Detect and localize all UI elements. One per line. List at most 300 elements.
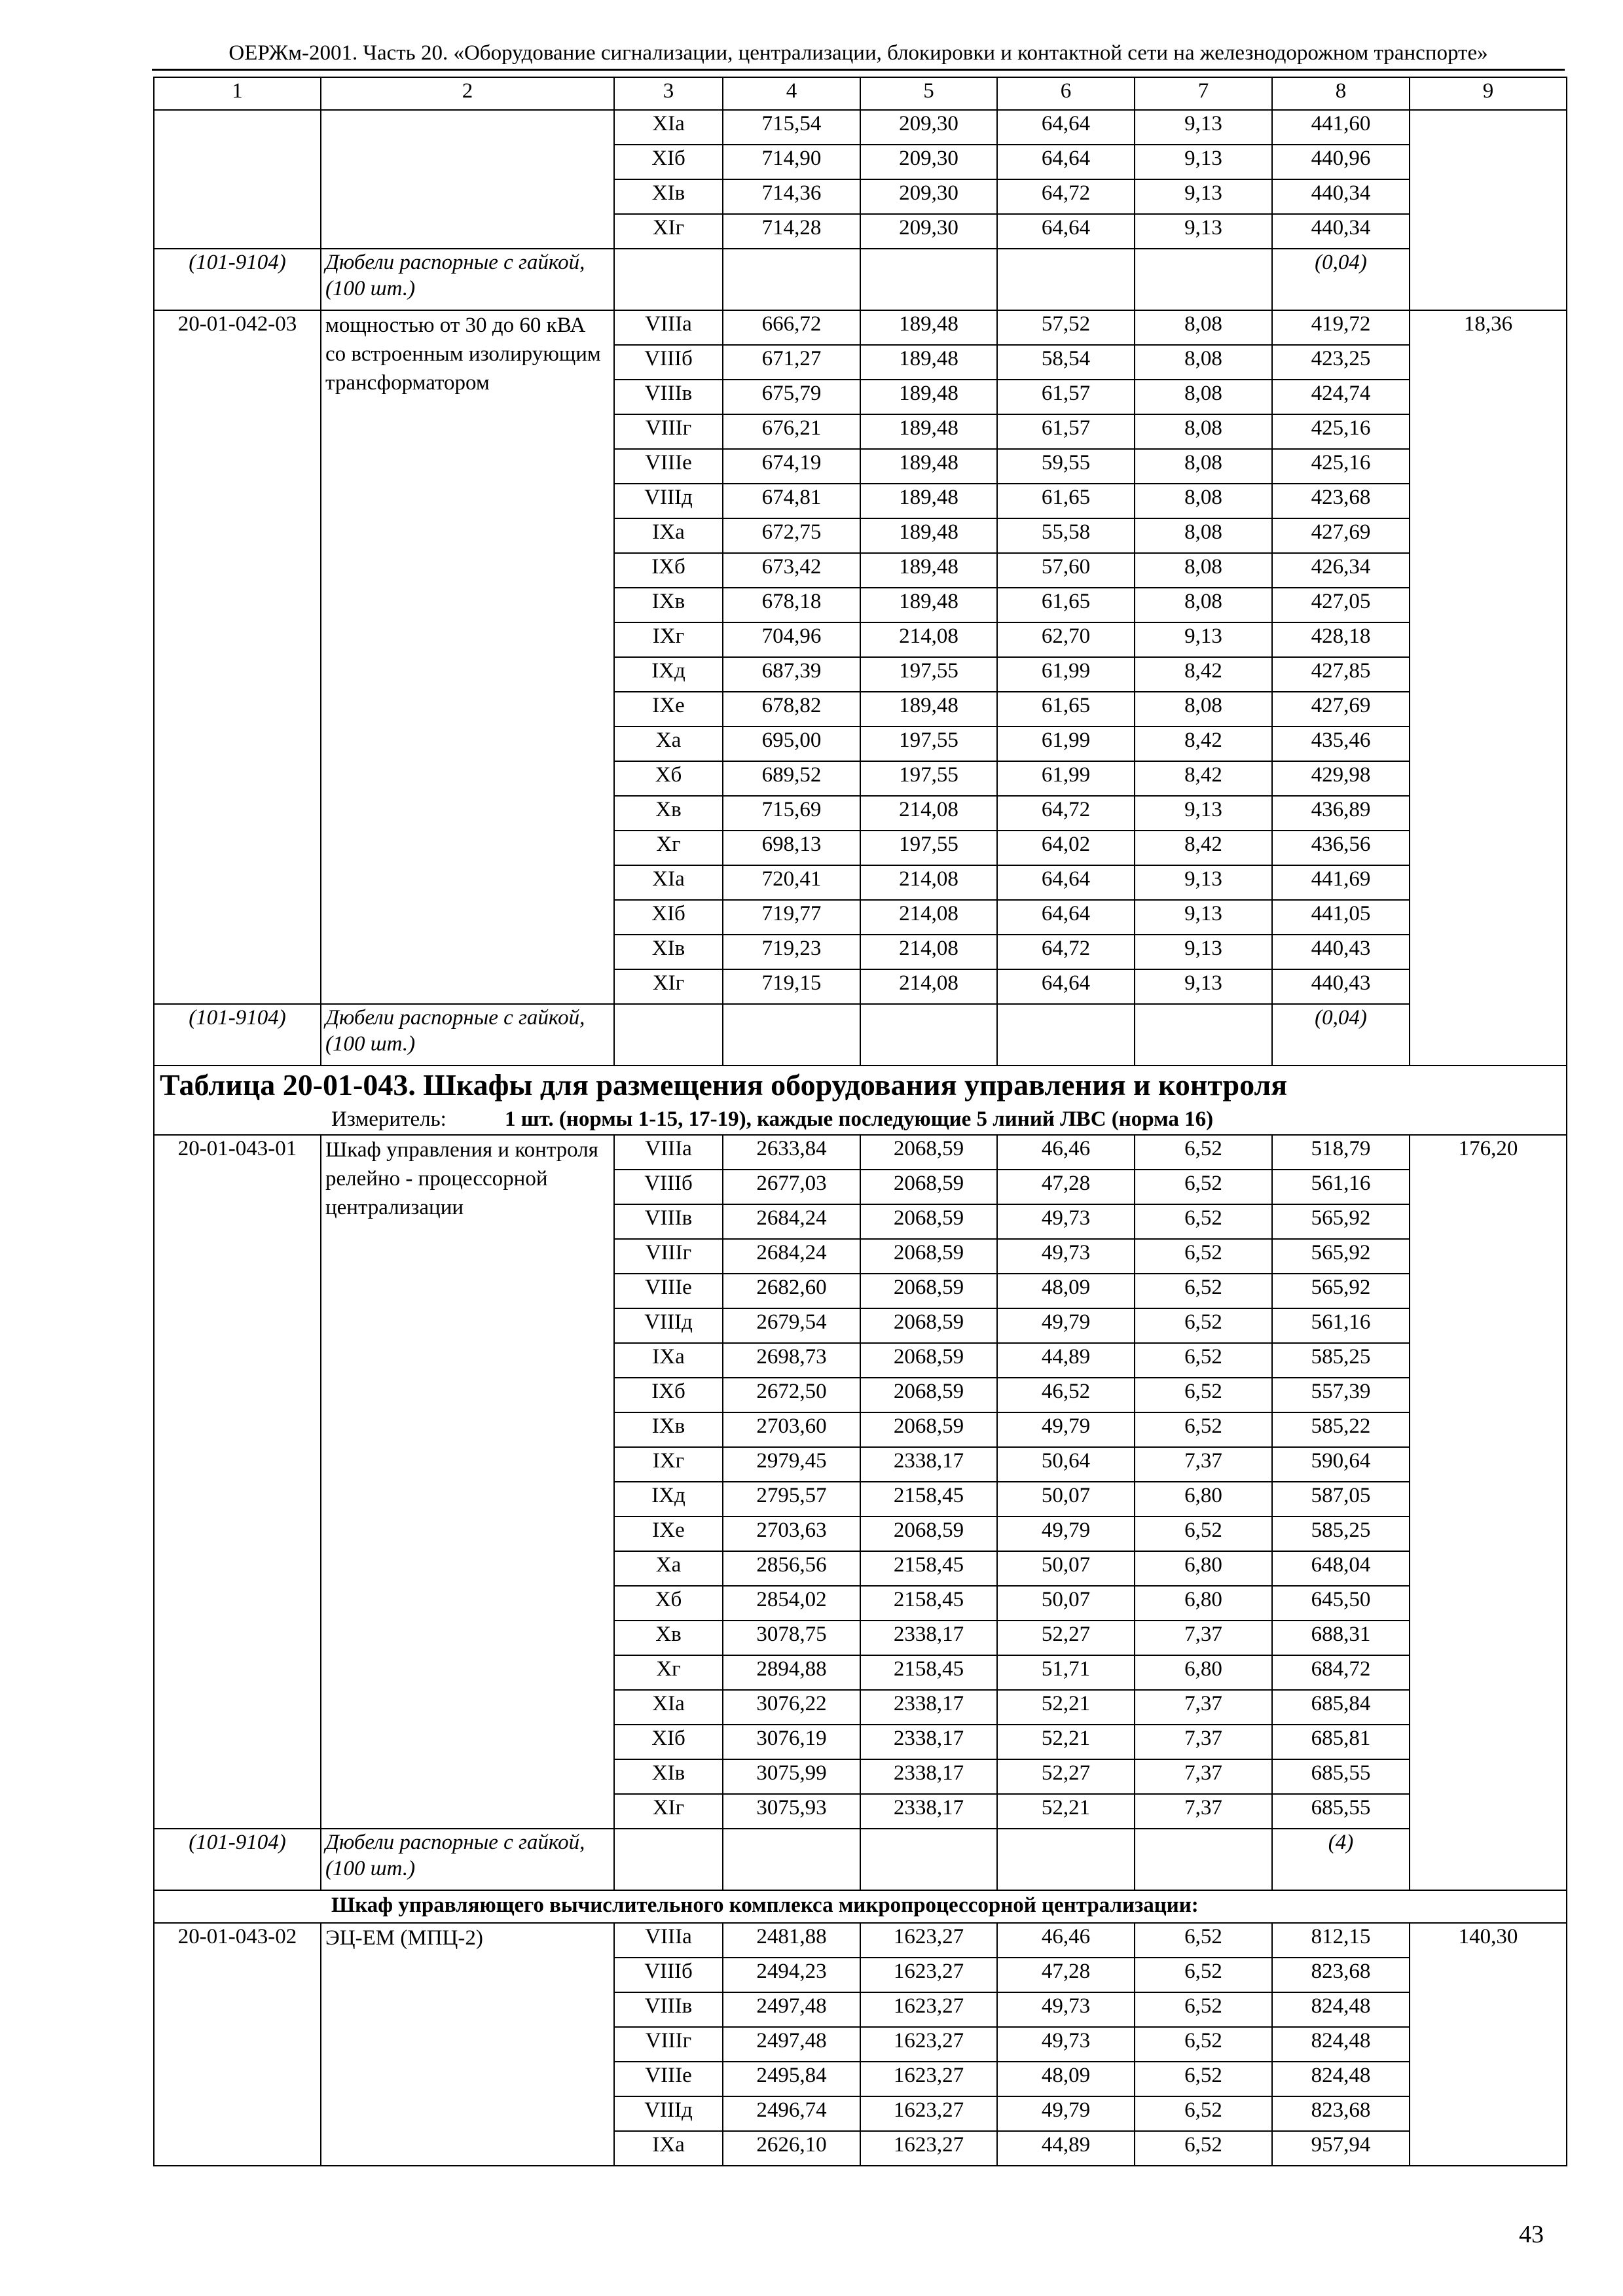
value-cell: 565,92 <box>1272 1204 1410 1239</box>
value-cell: 8,42 <box>1135 831 1272 865</box>
value-cell: 2626,10 <box>723 2131 860 2166</box>
value-cell: 2338,17 <box>860 1725 997 1759</box>
zone-cell: Xа <box>614 1551 723 1586</box>
value-cell: 2338,17 <box>860 1794 997 1829</box>
value-cell: 428,18 <box>1272 622 1410 657</box>
value-cell: 685,55 <box>1272 1759 1410 1794</box>
value-cell: 2338,17 <box>860 1759 997 1794</box>
value-cell: 6,80 <box>1135 1655 1272 1690</box>
zone-cell: VIIIе <box>614 449 723 484</box>
measure-value: 1 шт. (нормы 1-15, 17-19), каждые последующие 5 линий ЛВС (норма 16) <box>505 1107 1214 1131</box>
value-cell: 6,52 <box>1135 2027 1272 2062</box>
value-cell: 8,08 <box>1135 414 1272 449</box>
value-cell: 49,79 <box>997 1308 1135 1343</box>
zone-cell: XIв <box>614 935 723 969</box>
value-cell: 429,98 <box>1272 761 1410 796</box>
zone-cell: IXв <box>614 1412 723 1447</box>
value-cell: 441,05 <box>1272 900 1410 935</box>
empty-cell <box>997 249 1135 310</box>
dowel-code: (101-9104) <box>154 249 321 310</box>
empty-cell <box>1135 1829 1272 1890</box>
value-cell: 46,46 <box>997 1923 1135 1958</box>
value-cell: 8,08 <box>1135 518 1272 553</box>
value-cell: 6,52 <box>1135 1343 1272 1378</box>
value-cell: 441,60 <box>1272 110 1410 145</box>
resource-row <box>154 1135 1567 1170</box>
zone-cell: IXа <box>614 518 723 553</box>
value-cell: 674,81 <box>723 484 860 518</box>
column-number: 7 <box>1135 77 1272 110</box>
value-cell: 2068,59 <box>860 1308 997 1343</box>
zone-cell: VIIIе <box>614 1274 723 1308</box>
zone-cell: VIIIб <box>614 1170 723 1204</box>
value-cell: 189,48 <box>860 484 997 518</box>
value-cell: 64,72 <box>997 935 1135 969</box>
value-cell: 425,16 <box>1272 414 1410 449</box>
value-cell: 209,30 <box>860 214 997 249</box>
value-cell: 209,30 <box>860 179 997 214</box>
value-cell: 8,42 <box>1135 657 1272 692</box>
value-cell: 6,52 <box>1135 1274 1272 1308</box>
value-cell: 674,19 <box>723 449 860 484</box>
dowel-value: (4) <box>1272 1829 1410 1890</box>
value-cell: 47,28 <box>997 1170 1135 1204</box>
value-cell: 440,96 <box>1272 145 1410 179</box>
value-cell: 715,69 <box>723 796 860 831</box>
value-cell: 61,99 <box>997 657 1135 692</box>
subheading-row <box>154 1890 1567 1923</box>
value-cell: 8,08 <box>1135 345 1272 380</box>
value-cell: 824,48 <box>1272 2062 1410 2096</box>
code-cell <box>154 110 321 249</box>
resource-row <box>154 110 1567 145</box>
zone-cell: IXв <box>614 588 723 622</box>
value-cell: 3078,75 <box>723 1621 860 1655</box>
zone-cell: VIIIв <box>614 1992 723 2027</box>
norms-table <box>153 77 1567 2166</box>
value-cell: 689,52 <box>723 761 860 796</box>
value-cell: 9,13 <box>1135 969 1272 1004</box>
value-cell: 715,54 <box>723 110 860 145</box>
value-cell: 585,25 <box>1272 1516 1410 1551</box>
value-cell: 48,09 <box>997 1274 1135 1308</box>
value-cell: 9,13 <box>1135 796 1272 831</box>
value-cell: 52,21 <box>997 1794 1135 1829</box>
empty-cell <box>614 1004 723 1066</box>
value-cell: 6,52 <box>1135 1170 1272 1204</box>
value-cell: 720,41 <box>723 865 860 900</box>
value-cell: 2068,59 <box>860 1239 997 1274</box>
value-cell: 6,52 <box>1135 2131 1272 2166</box>
value-cell: 2158,45 <box>860 1586 997 1621</box>
value-cell: 518,79 <box>1272 1135 1410 1170</box>
value-cell: 9,13 <box>1135 179 1272 214</box>
value-cell: 1623,27 <box>860 2131 997 2166</box>
zone-cell: VIIIг <box>614 1239 723 1274</box>
value-cell: 6,52 <box>1135 1923 1272 1958</box>
value-cell: 2894,88 <box>723 1655 860 1690</box>
page-number: 43 <box>1519 2221 1544 2248</box>
value-cell: 7,37 <box>1135 1447 1272 1482</box>
empty-cell <box>997 1829 1135 1890</box>
value-cell: 62,70 <box>997 622 1135 657</box>
value-cell: 1623,27 <box>860 1923 997 1958</box>
value-cell: 671,27 <box>723 345 860 380</box>
value-cell: 684,72 <box>1272 1655 1410 1690</box>
value-cell: 64,64 <box>997 969 1135 1004</box>
code-cell: 20-01-043-01 <box>154 1135 321 1829</box>
value-cell: 812,15 <box>1272 1923 1410 1958</box>
value-cell: 50,64 <box>997 1447 1135 1482</box>
value-cell: 209,30 <box>860 145 997 179</box>
value-cell: 824,48 <box>1272 2027 1410 2062</box>
empty-cell <box>1135 1004 1272 1066</box>
value-cell: 2068,59 <box>860 1412 997 1447</box>
value-cell: 52,27 <box>997 1621 1135 1655</box>
value-cell: 189,48 <box>860 518 997 553</box>
value-cell: 695,00 <box>723 726 860 761</box>
zone-cell: Xг <box>614 1655 723 1690</box>
value-cell: 6,52 <box>1135 1204 1272 1239</box>
value-cell: 2698,73 <box>723 1343 860 1378</box>
value-cell: 49,79 <box>997 2096 1135 2131</box>
value-cell: 61,99 <box>997 761 1135 796</box>
value-cell: 2068,59 <box>860 1204 997 1239</box>
value-cell: 46,46 <box>997 1135 1135 1170</box>
value-cell: 6,52 <box>1135 1516 1272 1551</box>
table-title: Таблица 20-01-043. Шкафы для размещения оборудования управления и контроля <box>154 1066 1567 1105</box>
value-cell: 440,43 <box>1272 935 1410 969</box>
value-cell: 666,72 <box>723 310 860 345</box>
zone-cell: IXд <box>614 657 723 692</box>
value-cell: 49,79 <box>997 1516 1135 1551</box>
zone-cell: VIIIд <box>614 1308 723 1343</box>
running-header: ОЕРЖм-2001. Часть 20. «Оборудование сигнализации, централизации, блокировки и контактной сети на железнодорожном транспорте» <box>152 39 1565 71</box>
value-cell: 3076,19 <box>723 1725 860 1759</box>
value-cell: 3075,93 <box>723 1794 860 1829</box>
value-cell: 2158,45 <box>860 1551 997 1586</box>
value-cell: 2494,23 <box>723 1958 860 1992</box>
value-cell: 673,42 <box>723 553 860 588</box>
value-cell: 6,52 <box>1135 1412 1272 1447</box>
description-cell: ЭЦ-ЕМ (МПЦ-2) <box>321 1923 614 2166</box>
value-cell: 52,27 <box>997 1759 1135 1794</box>
value-cell: 2684,24 <box>723 1239 860 1274</box>
zone-cell: XIб <box>614 1725 723 1759</box>
value-cell: 427,85 <box>1272 657 1410 692</box>
value-cell: 48,09 <box>997 2062 1135 2096</box>
value-cell: 197,55 <box>860 726 997 761</box>
value-cell: 9,13 <box>1135 865 1272 900</box>
value-cell: 2633,84 <box>723 1135 860 1170</box>
value-cell: 7,37 <box>1135 1621 1272 1655</box>
zone-cell: IXа <box>614 1343 723 1378</box>
value-cell: 6,52 <box>1135 2096 1272 2131</box>
dowel-code: (101-9104) <box>154 1829 321 1890</box>
value-cell: 64,72 <box>997 796 1135 831</box>
zone-cell: IXб <box>614 1378 723 1412</box>
value-cell: 672,75 <box>723 518 860 553</box>
empty-cell <box>1135 249 1272 310</box>
value-cell: 675,79 <box>723 380 860 414</box>
value-cell: 2068,59 <box>860 1274 997 1308</box>
value-cell: 189,48 <box>860 414 997 449</box>
empty-cell <box>860 1829 997 1890</box>
description-cell: мощностью от 30 до 60 кВА со встроенным изолирующим трансформатором <box>321 310 614 1004</box>
value-cell: 2068,59 <box>860 1135 997 1170</box>
dowel-row <box>154 1829 1567 1890</box>
value-cell: 51,71 <box>997 1655 1135 1690</box>
dowel-description: Дюбели распорные с гайкой, (100 шт.) <box>321 249 614 310</box>
zone-cell: VIIIб <box>614 1958 723 1992</box>
value-cell: 61,57 <box>997 414 1135 449</box>
zone-cell: XIг <box>614 214 723 249</box>
value-cell: 427,05 <box>1272 588 1410 622</box>
value-cell: 8,08 <box>1135 484 1272 518</box>
value-cell: 189,48 <box>860 449 997 484</box>
empty-cell <box>614 1829 723 1890</box>
value-cell: 8,42 <box>1135 726 1272 761</box>
value-cell: 2338,17 <box>860 1690 997 1725</box>
dowel-value: (0,04) <box>1272 1004 1410 1066</box>
description-cell: Шкаф управления и контроля релейно - процессорной централизации <box>321 1135 614 1829</box>
value-cell: 6,52 <box>1135 1378 1272 1412</box>
zone-cell: XIа <box>614 110 723 145</box>
dowel-description: Дюбели распорные с гайкой, (100 шт.) <box>321 1004 614 1066</box>
zone-cell: Xв <box>614 796 723 831</box>
value-cell: 6,52 <box>1135 1135 1272 1170</box>
zone-cell: XIа <box>614 865 723 900</box>
value-cell: 561,16 <box>1272 1170 1410 1204</box>
value-cell: 2496,74 <box>723 2096 860 2131</box>
value-cell: 565,92 <box>1272 1274 1410 1308</box>
zone-cell: XIб <box>614 900 723 935</box>
value-cell: 1623,27 <box>860 1992 997 2027</box>
value-cell: 197,55 <box>860 657 997 692</box>
column-number: 1 <box>154 77 321 110</box>
column-number: 2 <box>321 77 614 110</box>
value-cell: 436,89 <box>1272 796 1410 831</box>
value-cell: 688,31 <box>1272 1621 1410 1655</box>
value-cell: 441,69 <box>1272 865 1410 900</box>
value-cell: 64,64 <box>997 145 1135 179</box>
value-cell: 189,48 <box>860 380 997 414</box>
value-cell: 59,55 <box>997 449 1135 484</box>
value-cell: 214,08 <box>860 935 997 969</box>
value-cell: 8,08 <box>1135 692 1272 726</box>
measure-cell <box>154 1105 1567 1135</box>
value-cell: 436,56 <box>1272 831 1410 865</box>
zone-cell: VIIIв <box>614 1204 723 1239</box>
value-cell: 419,72 <box>1272 310 1410 345</box>
value-cell: 52,21 <box>997 1690 1135 1725</box>
value-cell: 719,15 <box>723 969 860 1004</box>
value-cell: 585,25 <box>1272 1343 1410 1378</box>
subheading: Шкаф управляющего вычислительного комплекса микропроцессорной централизации: <box>154 1890 1567 1923</box>
value-cell: 197,55 <box>860 831 997 865</box>
value-cell: 189,48 <box>860 553 997 588</box>
value-cell: 1623,27 <box>860 2062 997 2096</box>
value-cell: 52,21 <box>997 1725 1135 1759</box>
table-body <box>154 77 1567 2166</box>
value-cell: 214,08 <box>860 969 997 1004</box>
value-cell: 719,23 <box>723 935 860 969</box>
code-cell: 20-01-043-02 <box>154 1923 321 2166</box>
value-cell: 2068,59 <box>860 1343 997 1378</box>
value-cell: 714,28 <box>723 214 860 249</box>
value-cell: 6,52 <box>1135 1958 1272 1992</box>
zone-cell: Xб <box>614 761 723 796</box>
zone-cell: IXг <box>614 1447 723 1482</box>
value-cell: 7,37 <box>1135 1725 1272 1759</box>
zone-cell: Xв <box>614 1621 723 1655</box>
empty-cell <box>997 1004 1135 1066</box>
table-title-row <box>154 1066 1567 1105</box>
value-cell: 7,37 <box>1135 1690 1272 1725</box>
column-number-row <box>154 77 1567 110</box>
value-cell: 214,08 <box>860 865 997 900</box>
col9-cell: 140,30 <box>1410 1923 1567 2166</box>
value-cell: 704,96 <box>723 622 860 657</box>
value-cell: 6,52 <box>1135 1992 1272 2027</box>
value-cell: 2795,57 <box>723 1482 860 1516</box>
value-cell: 214,08 <box>860 796 997 831</box>
value-cell: 61,99 <box>997 726 1135 761</box>
value-cell: 58,54 <box>997 345 1135 380</box>
value-cell: 64,64 <box>997 865 1135 900</box>
value-cell: 714,36 <box>723 179 860 214</box>
value-cell: 3075,99 <box>723 1759 860 1794</box>
zone-cell: XIг <box>614 969 723 1004</box>
value-cell: 645,50 <box>1272 1586 1410 1621</box>
value-cell: 189,48 <box>860 692 997 726</box>
code-cell: 20-01-042-03 <box>154 310 321 1004</box>
value-cell: 214,08 <box>860 900 997 935</box>
value-cell: 1623,27 <box>860 1958 997 1992</box>
value-cell: 561,16 <box>1272 1308 1410 1343</box>
column-number: 6 <box>997 77 1135 110</box>
zone-cell: IXе <box>614 692 723 726</box>
value-cell: 9,13 <box>1135 110 1272 145</box>
empty-cell <box>860 249 997 310</box>
value-cell: 557,39 <box>1272 1378 1410 1412</box>
zone-cell: VIIIг <box>614 414 723 449</box>
value-cell: 44,89 <box>997 1343 1135 1378</box>
value-cell: 957,94 <box>1272 2131 1410 2166</box>
value-cell: 424,74 <box>1272 380 1410 414</box>
value-cell: 2677,03 <box>723 1170 860 1204</box>
empty-cell <box>860 1004 997 1066</box>
value-cell: 2158,45 <box>860 1655 997 1690</box>
resource-row <box>154 1923 1567 1958</box>
value-cell: 423,25 <box>1272 345 1410 380</box>
value-cell: 2703,63 <box>723 1516 860 1551</box>
zone-cell: IXа <box>614 2131 723 2166</box>
zone-cell: XIа <box>614 1690 723 1725</box>
column-number: 9 <box>1410 77 1567 110</box>
zone-cell: IXд <box>614 1482 723 1516</box>
value-cell: 685,81 <box>1272 1725 1410 1759</box>
zone-cell: Xа <box>614 726 723 761</box>
value-cell: 2497,48 <box>723 2027 860 2062</box>
value-cell: 2703,60 <box>723 1412 860 1447</box>
empty-cell <box>614 249 723 310</box>
value-cell: 2679,54 <box>723 1308 860 1343</box>
value-cell: 9,13 <box>1135 214 1272 249</box>
value-cell: 648,04 <box>1272 1551 1410 1586</box>
value-cell: 2495,84 <box>723 2062 860 2096</box>
col9-cell: 176,20 <box>1410 1135 1567 1890</box>
zone-cell: VIIIе <box>614 2062 723 2096</box>
zone-cell: IXе <box>614 1516 723 1551</box>
value-cell: 49,79 <box>997 1412 1135 1447</box>
norms-table-wrapper <box>153 77 1566 2166</box>
value-cell: 719,77 <box>723 900 860 935</box>
resource-row <box>154 310 1567 345</box>
value-cell: 698,13 <box>723 831 860 865</box>
zone-cell: VIIIг <box>614 2027 723 2062</box>
value-cell: 1623,27 <box>860 2096 997 2131</box>
value-cell: 440,34 <box>1272 214 1410 249</box>
value-cell: 47,28 <box>997 1958 1135 1992</box>
description-cell <box>321 110 614 249</box>
value-cell: 714,90 <box>723 145 860 179</box>
value-cell: 8,08 <box>1135 310 1272 345</box>
value-cell: 61,57 <box>997 380 1135 414</box>
value-cell: 8,08 <box>1135 449 1272 484</box>
value-cell: 678,82 <box>723 692 860 726</box>
col9-cell <box>1410 110 1567 310</box>
value-cell: 678,18 <box>723 588 860 622</box>
value-cell: 61,65 <box>997 692 1135 726</box>
value-cell: 49,73 <box>997 1239 1135 1274</box>
column-number: 3 <box>614 77 723 110</box>
zone-cell: XIг <box>614 1794 723 1829</box>
dowel-row <box>154 249 1567 310</box>
value-cell: 64,64 <box>997 214 1135 249</box>
value-cell: 2338,17 <box>860 1621 997 1655</box>
value-cell: 2497,48 <box>723 1992 860 2027</box>
value-cell: 214,08 <box>860 622 997 657</box>
value-cell: 6,52 <box>1135 1239 1272 1274</box>
value-cell: 2856,56 <box>723 1551 860 1586</box>
empty-cell <box>723 1004 860 1066</box>
value-cell: 2672,50 <box>723 1378 860 1412</box>
value-cell: 9,13 <box>1135 622 1272 657</box>
value-cell: 2979,45 <box>723 1447 860 1482</box>
value-cell: 49,73 <box>997 2027 1135 2062</box>
col9-cell: 18,36 <box>1410 310 1567 1066</box>
value-cell: 6,80 <box>1135 1586 1272 1621</box>
value-cell: 50,07 <box>997 1586 1135 1621</box>
column-number: 4 <box>723 77 860 110</box>
zone-cell: VIIIа <box>614 310 723 345</box>
value-cell: 2682,60 <box>723 1274 860 1308</box>
column-number: 5 <box>860 77 997 110</box>
value-cell: 64,72 <box>997 179 1135 214</box>
dowel-value: (0,04) <box>1272 249 1410 310</box>
zone-cell: XIв <box>614 1759 723 1794</box>
column-number: 8 <box>1272 77 1410 110</box>
value-cell: 1623,27 <box>860 2027 997 2062</box>
value-cell: 64,02 <box>997 831 1135 865</box>
value-cell: 50,07 <box>997 1551 1135 1586</box>
value-cell: 3076,22 <box>723 1690 860 1725</box>
value-cell: 676,21 <box>723 414 860 449</box>
value-cell: 7,37 <box>1135 1794 1272 1829</box>
value-cell: 565,92 <box>1272 1239 1410 1274</box>
value-cell: 2684,24 <box>723 1204 860 1239</box>
